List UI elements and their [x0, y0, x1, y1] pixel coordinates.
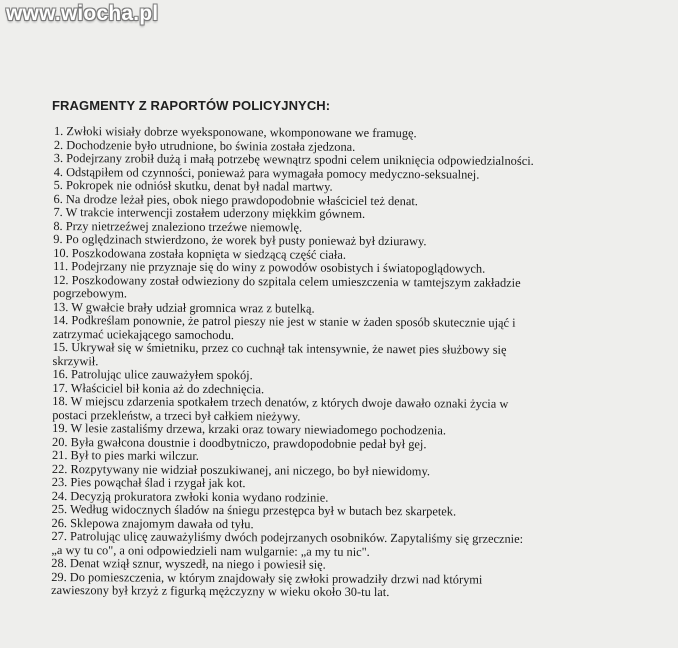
- report-excerpt-text: 12. Poszkodowany został odwieziony do szpitala celem umieszczenia w tamtejszym zakładzie: [53, 272, 521, 290]
- report-excerpt-continuation: „a wy tu co", a oni odpowiedzieli nam wulgarnie: „a my tu nic".: [51, 542, 370, 559]
- report-excerpt-text: 14. Podkreślam ponownie, że patrol pieszy nie jest w stanie w żaden sposób skutecznie ująć i: [52, 312, 516, 330]
- report-excerpt-continuation: zatrzymać uciekającego samochodu.: [52, 326, 235, 342]
- report-excerpt-continuation: postaci przekleństw, a trzeci był całkiem nieżywy.: [52, 407, 301, 424]
- report-excerpt-continuation: zawieszony był krzyż z figurką mężczyzny w wieku około 30-tu lat.: [51, 582, 390, 600]
- report-excerpt-text: 22. Rozpytywany nie widział poszukiwanej, ani niczego, bo był niewidomy.: [51, 461, 430, 478]
- report-excerpt-text: 18. W miejscu zdarzenia spotkałem trzech denatów, z których dwoje dawało oznaki życia w: [52, 393, 509, 411]
- report-excerpt-text: 21. Był to pies marki wilczur.: [51, 447, 199, 463]
- document-heading: FRAGMENTY Z RAPORTÓW POLICYJNYCH:: [52, 98, 331, 113]
- report-excerpt-text: 15. Ukrywał się w śmietniku, przez co cuchnął tak intensywnie, że nawet pies służbowy się: [52, 339, 507, 357]
- report-excerpt-text: 11. Podejrzany nie przyznaje się do winy z powodów osobistych i światopoglądowych.: [53, 258, 486, 276]
- report-excerpt-text: 1. Zwłoki wisiały dobrze wyeksponowane, wkomponowane we framugę.: [53, 124, 417, 141]
- report-excerpt-text: 29. Do pomieszczenia, w którym znajdowały się zwłoki prowadziły drzwi nad którymi: [51, 569, 483, 587]
- report-excerpt-text: 28. Denat wziął sznur, wyszedł, na niego i powiesił się.: [51, 555, 326, 572]
- report-excerpt-text: 5. Pokropek nie odniósł skutku, denat był nadal martwy.: [53, 177, 333, 194]
- report-excerpt-text: 26. Sklepowa znajomym dawała od tyłu.: [51, 515, 254, 531]
- report-excerpt-text: 24. Decyzją prokuratora zwłoki konia wydano rodzinie.: [51, 488, 329, 505]
- report-excerpt-text: 20. Była gwałcona doustnie i doodbytniczo, prawdopodobnie pedał był gej.: [52, 434, 427, 451]
- report-excerpt-continuation: pogrzebowym.: [52, 285, 127, 301]
- report-excerpt-text: 7. W trakcie interwencji zostałem uderzony miękkim gównem.: [53, 204, 366, 221]
- report-excerpt-text: 17. Właściciel bił konia aż do zdechnięcia.: [52, 380, 265, 396]
- report-excerpt-text: 27. Patrolując ulicę zauważyliśmy dwóch podejrzanych osobników. Zapytaliśmy się grzecznie:: [51, 528, 524, 546]
- report-excerpts-list: [51, 125, 634, 601]
- report-excerpt-text: 4. Odstąpiłem od czynności, ponieważ para wymagała pomocy medyczno-seksualnej.: [53, 164, 480, 182]
- report-excerpt-text: 13. W gwałcie brały udział gromnica wraz z butelką.: [52, 299, 315, 316]
- report-excerpt-text: 6. Na drodze leżał pies, obok niego prawdopodobnie właściciel też denat.: [53, 191, 418, 208]
- report-excerpt-text: 19. W lesie zastaliśmy drzewa, krzaki oraz towary niewiadomego pochodzenia.: [52, 420, 447, 438]
- report-excerpt-text: 10. Poszkodowana została kopnięta w siedzącą część ciała.: [53, 245, 347, 262]
- report-excerpt-text: 16. Patrolując ulice zauważyłem spokój.: [52, 366, 253, 383]
- report-excerpt-continuation: skrzywił.: [52, 353, 99, 368]
- report-excerpt-text: 2. Dochodzenie było utrudnione, bo świnia została zjedzona.: [53, 137, 356, 154]
- report-excerpt-text: 8. Przy nietrzeźwej znaleziono trzeźwe niemowlę.: [53, 218, 303, 235]
- report-excerpt-text: 25. Według widocznych śladów na śniegu przestępca był w butach bez skarpetek.: [51, 501, 457, 519]
- report-excerpt-item: [51, 570, 631, 601]
- report-excerpt-item: [53, 273, 633, 304]
- site-watermark: www.wiocha.pl: [6, 2, 159, 25]
- report-excerpt-text: 3. Podejrzany zrobił dużą i małą potrzebę wewnątrz spodni celem uniknięcia odpowiedzialności.: [53, 150, 534, 168]
- report-excerpt-text: 9. Po oględzinach stwierdzono, że worek był pusty ponieważ był dziurawy.: [53, 231, 427, 249]
- report-excerpt-text: 23. Pies powąchał ślad i rzygał jak kot.: [51, 474, 246, 491]
